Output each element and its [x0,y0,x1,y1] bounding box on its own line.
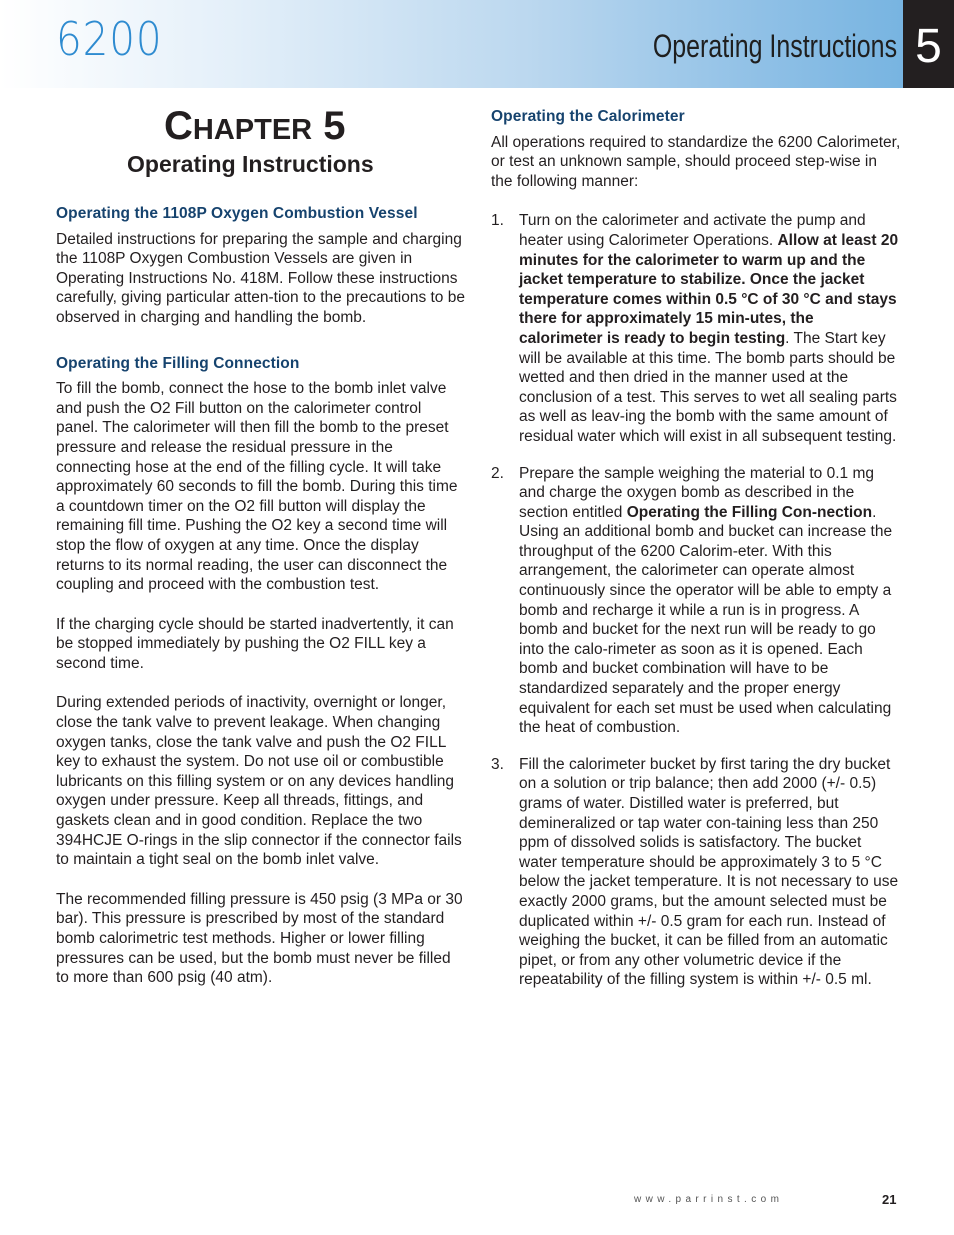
paragraph: To fill the bomb, connect the hose to the bomb inlet valve and push the O2 Fill button on the calorimeter control panel. The calorimeter will then fill the bomb to the preset pressure and release the residual pressure in the connecting hose at the end of the filling cycle. It will take approximately 60 seconds to fill the bomb. During this time a countdown timer on the O2 fill button will display the remaining fill time. Pushing the O2 key a second time will stop the flow of oxygen at any time. Once the display returns to its normal reading, the user can disconnect the coupling and proceed with the combustion test. [56,380,458,594]
steps-list [491,211,901,990]
list-item [491,211,901,446]
chapter-heading-initial: C [164,104,193,148]
model-number: 6200 [56,12,163,66]
list-item [491,464,901,738]
paragraph: All operations required to standardize the 6200 Calorimeter, or test an unknown sample, should proceed step-wise in the following manner: [491,133,901,190]
step-bold-text: Allow at least 20 minutes for the calorimeter to warm up and the jacket temperature to stabilize. Once the jacket temperature comes within 0.5 °C of 30 °C and stays there for approximately 15 min-utes, the calorimeter is ready to begin testing [519,231,899,347]
step-bold-text: Operating the Filling Con-nection [626,503,873,521]
chapter-heading-rest: HAPTER [192,114,313,146]
step-text: Turn on the calorimeter and activate the pump and heater using Calorimeter Operations. [519,212,866,249]
chapter-heading-number: 5 [323,104,346,148]
paragraph: During extended periods of inactivity, overnight or longer, close the tank valve to prevent leakage. When changing oxygen tanks, close the tank valve and push the O2 FILL key to exhaust the system. Do not use oil or combustible lubricants on this filling system or on any devices handling oxygen under pressure. Keep all threads, fittings, and gaskets clean and in good condition. Replace the two 394HCJE O-rings in the slip connector if the connector fails to maintain a tight seal on the bomb inlet valve. [56,694,462,869]
list-item-number: 3. [491,755,504,773]
chapter-tab: 5 [903,0,954,88]
step-text: . Using an additional bomb and bucket can increase the throughput of the 6200 Calorim-eter. With this arrangement, the calorimeter can operate almost continuously since the operator will be able to empty a bomb and recharge it while a run is in progress. A bomb and bucket for the next run will be ready to go into the calo-rimeter as soon as it is opened. Each bomb and bucket combination will have to be standardized separately and the proper energy equivalent for each set must be used when calculating the heat of combustion. [519,503,893,737]
list-item-number: 1. [491,212,504,230]
step-text: . The Start key will be available at this time. The bomb parts should be wetted and then dried in the manner used at the conclusion of a test. This serves to wet all sealing parts as well as leav-ing the bomb with the same amount of residual water which will exist in all subsequent testing. [519,329,897,445]
paragraph: If the charging cycle should be started inadvertently, it can be stopped immediately by pushing the O2 FILL key a second time. [56,615,454,672]
paragraph: Detailed instructions for preparing the sample and charging the 1108P Oxygen Combustion Vessels are given in Operating Instructions No. 418M. Follow these instructions carefully, giving particular atten-tion to the precautions to be observed in charging and handling the bomb. [56,230,465,326]
section-title-calorimeter: Operating the Calorimeter [491,108,685,125]
list-item [491,755,901,990]
page-header [0,0,954,88]
section-title-oxygen-vessel: Operating the 1108P Oxygen Combustion Vessel [56,205,418,222]
paragraph: The recommended filling pressure is 450 psig (3 MPa or 30 bar). This pressure is prescribed by most of the standard bomb calorimetric test methods. Higher or lower filling pressures can be used, but the bomb must never be filled to more than 600 psig (40 atm). [56,890,463,987]
header-title: Operating Instructions [652,28,897,64]
chapter-subtitle: Operating Instructions [127,151,374,177]
page-number: 21 [882,1192,897,1207]
footer-url: www.parrinst.com [634,1194,784,1205]
left-column [56,204,466,1008]
section-title-filling-connection: Operating the Filling Connection [56,354,300,372]
step-text: Prepare the sample weighing the material to 0.1 mg and charge the oxygen bomb as described in the section entitled [519,464,874,521]
right-column [491,107,901,1007]
chapter-heading [164,104,346,149]
list-item-number: 2. [491,464,504,482]
step-text: Fill the calorimeter bucket by first taring the dry bucket on a solution or trip balance; then add 2000 (+/- 0.5) grams of water. Distilled water is preferred, but demineralized or tap water con-taining less than 250 ppm of dissolved solids is satisfactory. The bucket water temperature should be approximately 3 to 5 °C below the jacket temperature. It is not necessary to use exactly 2000 grams, but the amount selected must be duplicated within +/- 0.5 gram for each run. Instead of weighing the bucket, it can be filled from an automatic pipet, or from any other volumetric device if the repeatability of the filling system is within +/- 0.5 ml. [519,755,899,989]
